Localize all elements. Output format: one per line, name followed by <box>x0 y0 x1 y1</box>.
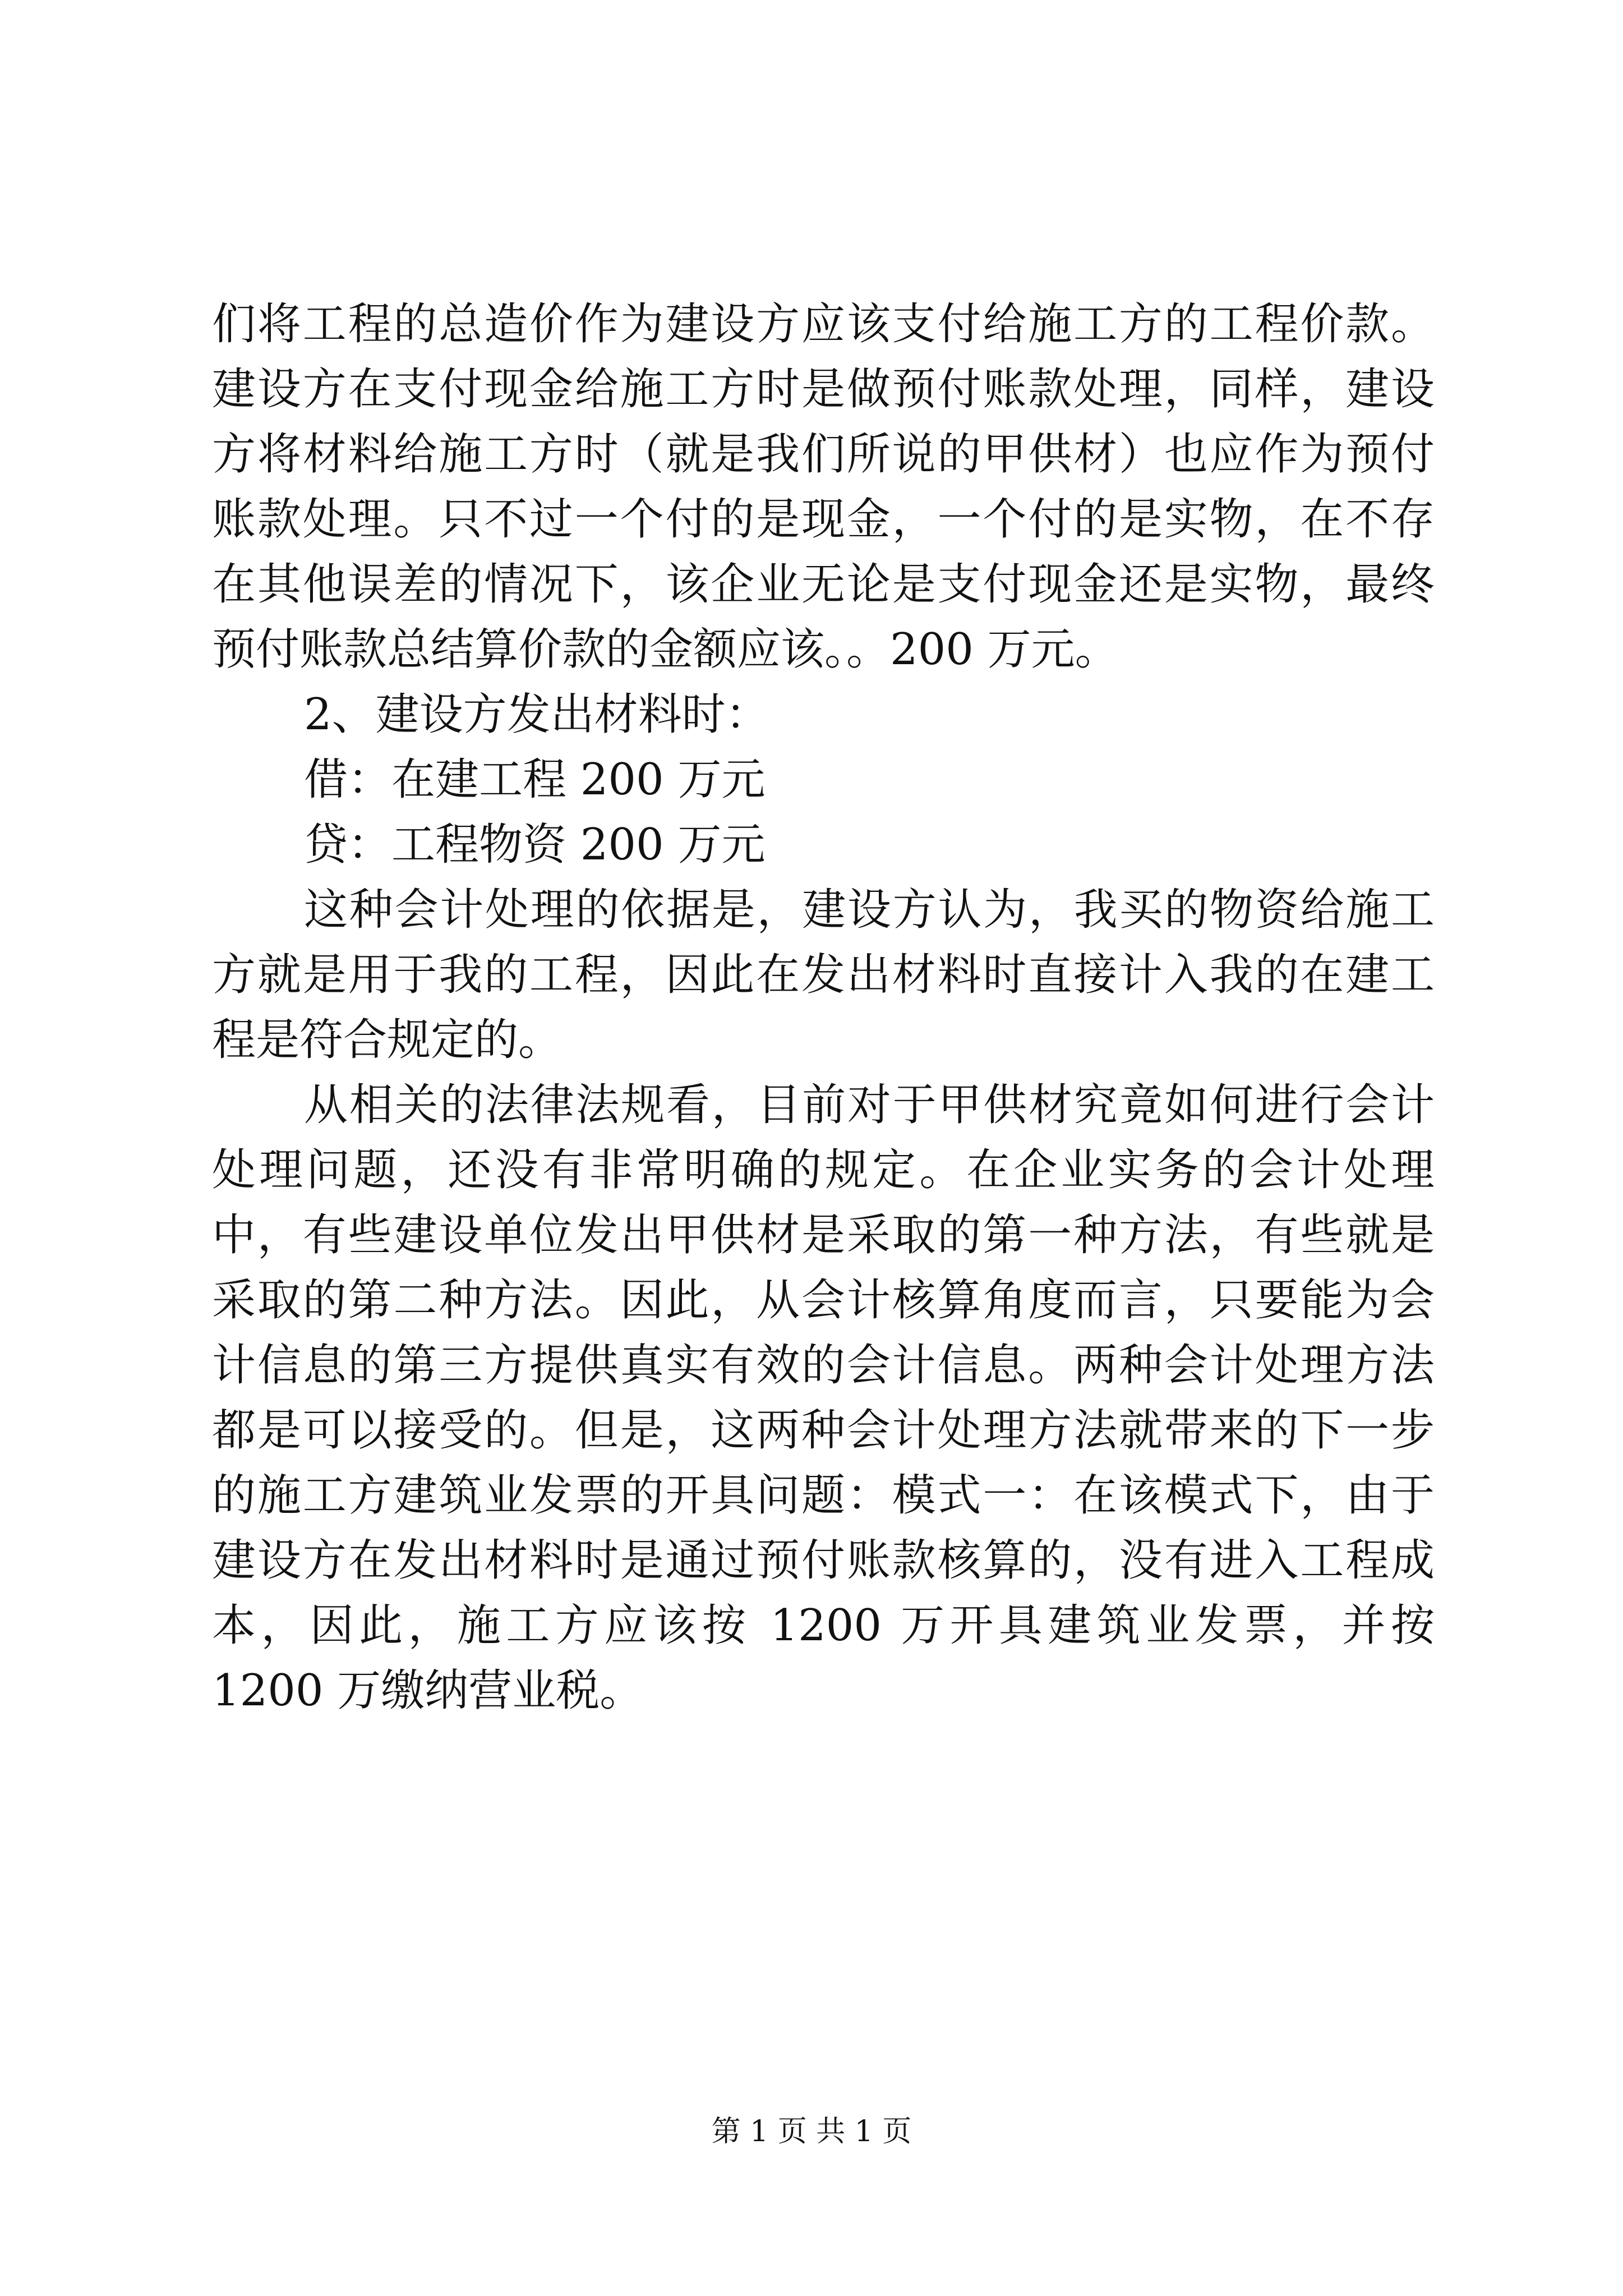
paragraph-rationale: 这种会计处理的依据是，建设方认为，我买的物资给施工方就是用于我的工程，因此在发出材料时直接计入我的在建工程是符合规定的。 <box>212 885 1435 1065</box>
paragraph-legal-analysis: 从相关的法律法规看，目前对于甲供材究竟如何进行会计处理问题，还没有非常明确的规定。在企业实务的会计处理中，有些建设单位发出甲供材是采取的第一种方法，有些就是采取的第二种方法。因此，从会计核算角度而言，只要能为会计信息的第三方提供真实有效的会计信息。两种会计处理方法都是可以接受的。但是，这两种会计处理方法就带来的下一步的施工方建筑业发票的开具问题：模式一：在该模式下，由于建设方在发出材料时是通过预付账款核算的，没有进入工程成本，因此，施工方应该按 1200 万开具建筑业发票，并按 1200 万缴纳营业税。 <box>212 1080 1435 1716</box>
paragraph-debit-entry: 借：在建工程 200 万元 <box>304 754 766 805</box>
page-footer: 第 1 页 共 1 页 <box>711 2115 912 2148</box>
paragraph-continuation: 们将工程的总造价作为建设方应该支付给施工方的工程价款。建设方在支付现金给施工方时是做预付账款处理，同样，建设方将材料给施工方时（就是我们所说的甲供材）也应作为预付账款处理。只不过一个付的是现金，一个付的是实物，在不存在其他误差的情况下，该企业无论是支付现金还是实物，最终预付账款总结算价款的金额应该。。200 万元。 <box>212 299 1435 675</box>
paragraph-step-2: 2、建设方发出材料时： <box>304 689 769 740</box>
paragraph-credit-entry: 贷：工程物资 200 万元 <box>304 820 766 870</box>
document-body <box>212 292 1435 1723</box>
